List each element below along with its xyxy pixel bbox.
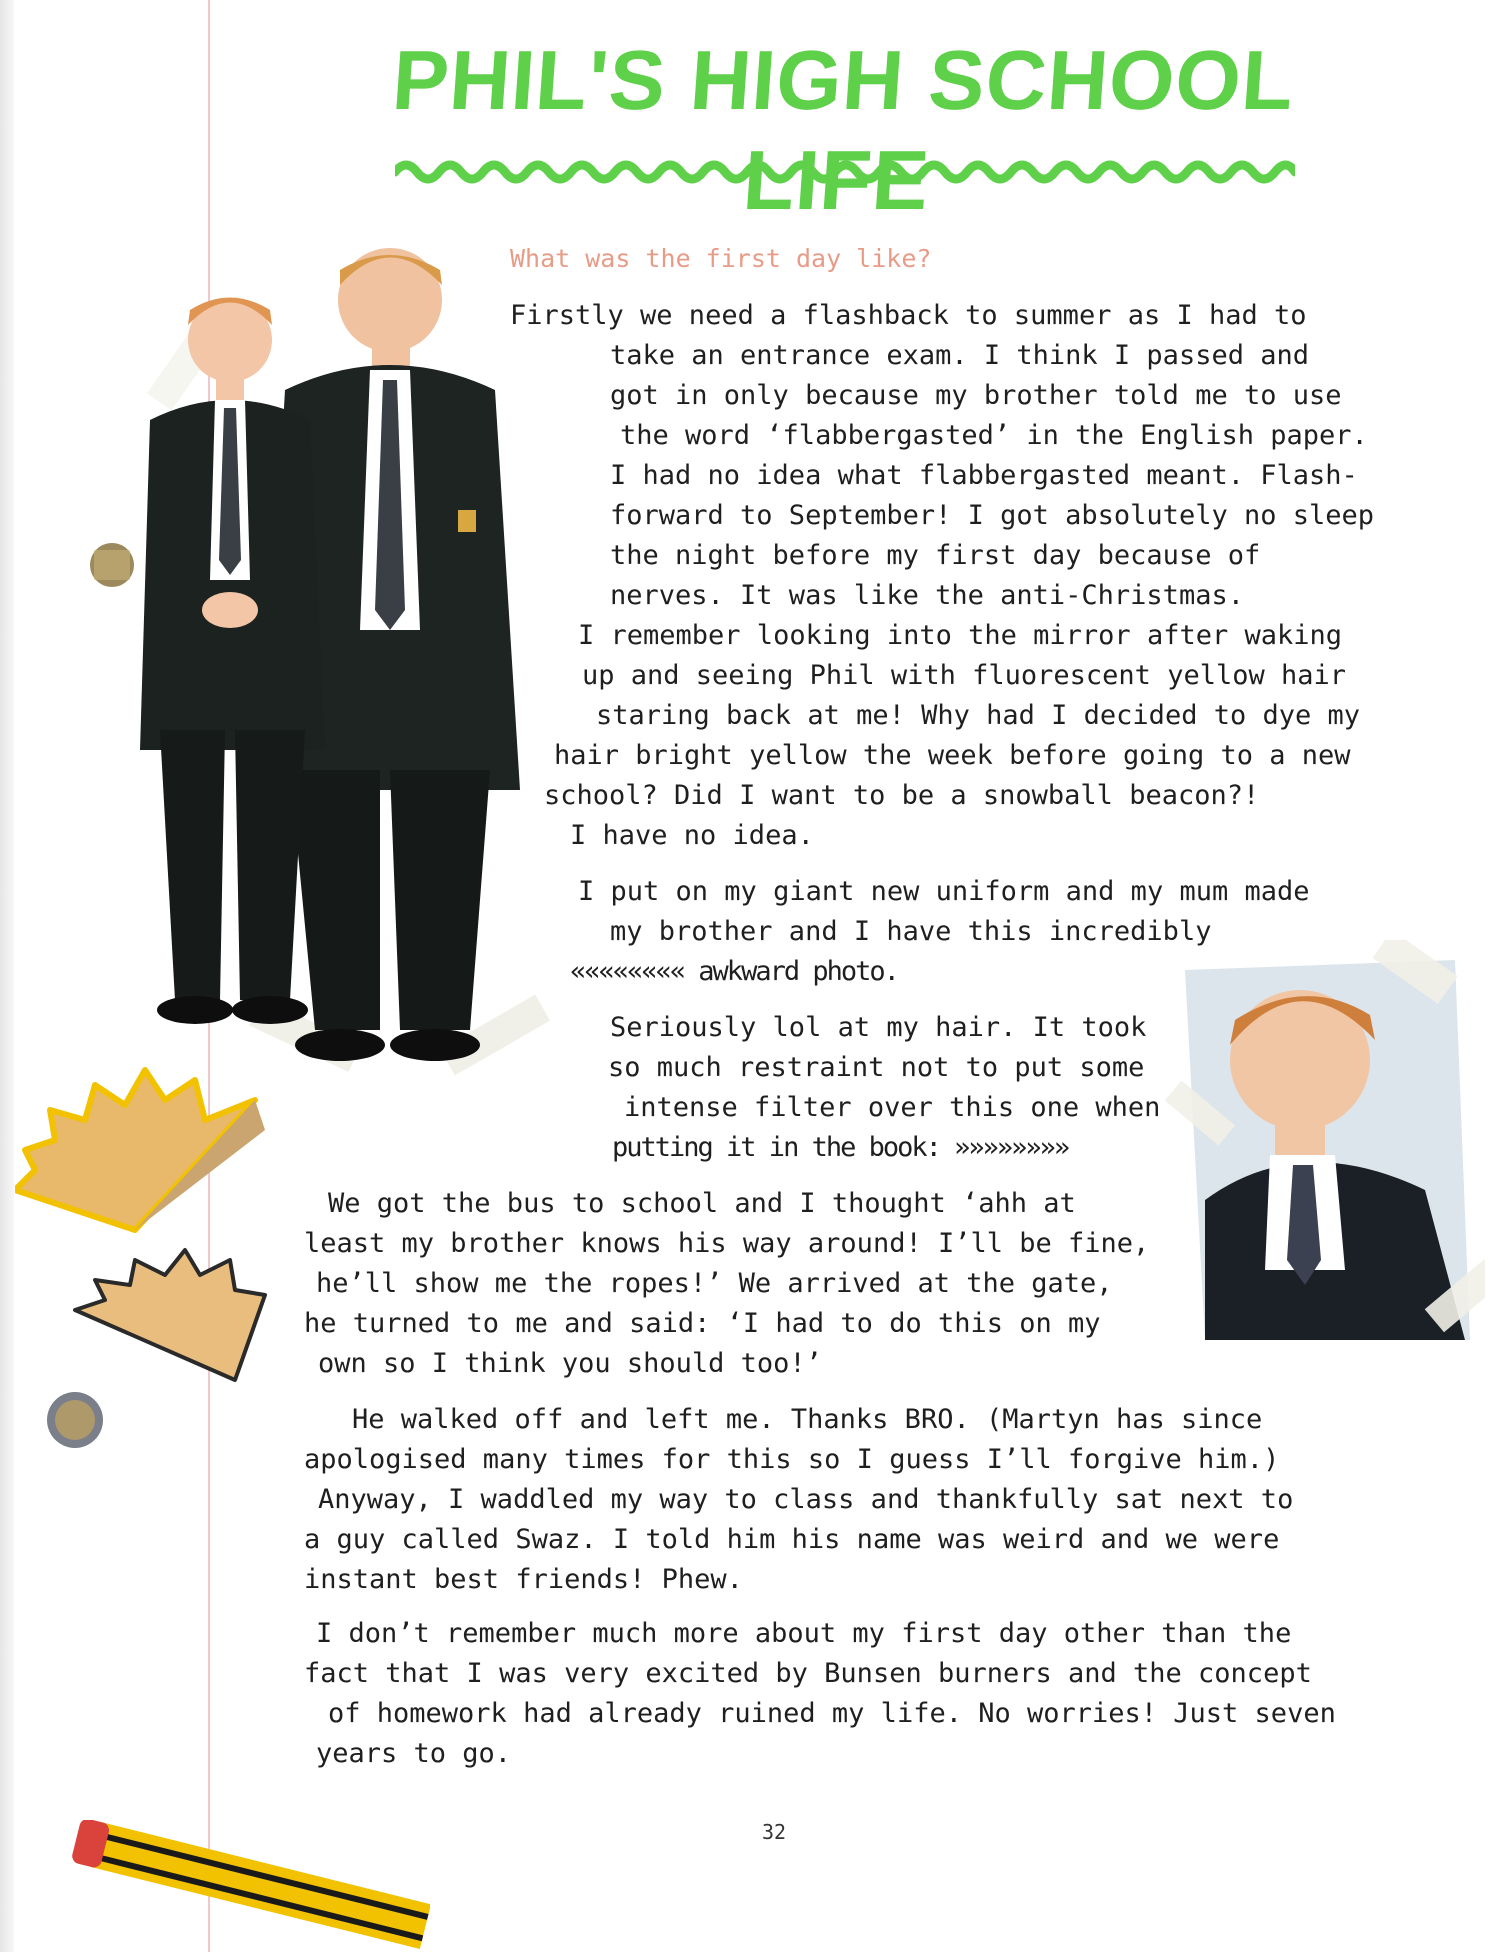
paragraph-bus <box>300 1184 1149 1384</box>
text-line: school? Did I want to be a snowball beacon?! <box>544 780 1260 811</box>
text-line: I remember looking into the mirror after waking <box>578 620 1343 651</box>
text-line: up and seeing Phil with fluorescent yellow hair <box>582 660 1347 691</box>
pencil-icon <box>70 1820 430 1952</box>
text-line: hair bright yellow the week before going to a new <box>554 740 1351 771</box>
paragraph-walked-off <box>300 1400 1293 1600</box>
text-line: he turned to me and said: ‘I had to do this on my <box>304 1308 1101 1339</box>
text-line: my brother and I have this incredibly <box>610 916 1212 947</box>
text-line: a guy called Swaz. I told him his name was weird and we were <box>304 1524 1280 1555</box>
page-edge <box>0 0 14 1952</box>
text-line: He walked off and left me. Thanks BRO. (Martyn has since <box>352 1404 1263 1435</box>
text-line: apologised many times for this so I guess I’ll forgive him.) <box>304 1444 1280 1475</box>
text-line: «««««««« awkward photo. <box>570 956 898 987</box>
text-line: own so I think you should too!’ <box>318 1348 822 1379</box>
brothers-photo <box>90 230 560 1090</box>
school-portrait-photo <box>1165 940 1485 1380</box>
text-line: Anyway, I waddled my way to class and thankfully sat next to <box>318 1484 1294 1515</box>
text-line: putting it in the book: »»»»»»»» <box>612 1132 1069 1163</box>
text-line: I had no idea what flabbergasted meant. Flash- <box>610 460 1358 491</box>
text-line: I put on my giant new uniform and my mum made <box>578 876 1310 907</box>
text-line: I have no idea. <box>570 820 814 851</box>
text-line: of homework had already ruined my life. No worries! Just seven <box>328 1698 1336 1729</box>
page-number: 32 <box>762 1820 787 1844</box>
text-line: the night before my first day because of <box>610 540 1261 571</box>
text-line: staring back at me! Why had I decided to dye my <box>596 700 1361 731</box>
wavy-underline-icon <box>395 150 1295 190</box>
paragraph-uniform <box>570 872 1310 992</box>
paragraph-flashback <box>510 296 1374 856</box>
text-line: take an entrance exam. I think I passed and <box>610 340 1309 371</box>
paragraph-hair <box>610 1008 1160 1168</box>
text-line: nerves. It was like the anti-Christmas. <box>610 580 1244 611</box>
text-line: Firstly we need a flashback to summer as I had to <box>510 300 1307 331</box>
text-line: fact that I was very excited by Bunsen burners and the concept <box>304 1658 1312 1689</box>
text-line: so much restraint not to put some <box>608 1052 1145 1083</box>
text-line: intense filter over this one when <box>624 1092 1161 1123</box>
text-line: got in only because my brother told me to use <box>610 380 1342 411</box>
page-title: PHIL'S HIGH SCHOOL LIFE <box>389 33 1298 227</box>
section-question: What was the first day like? <box>510 244 932 273</box>
text-line: forward to September! I got absolutely no sleep <box>610 500 1375 531</box>
text-line: the word ‘flabbergasted’ in the English paper. <box>620 420 1368 451</box>
text-line: years to go. <box>316 1738 512 1769</box>
text-line: least my brother knows his way around! I’ll be fine, <box>304 1228 1150 1259</box>
text-line: he’ll show me the ropes!’ We arrived at the gate, <box>316 1268 1113 1299</box>
text-line: instant best friends! Phew. <box>304 1564 743 1595</box>
text-line: Seriously lol at my hair. It took <box>610 1012 1147 1043</box>
text-line: We got the bus to school and I thought ‘ahh at <box>328 1188 1076 1219</box>
pencil-shavings-icon <box>15 1050 295 1480</box>
paragraph-first-day <box>300 1614 1336 1774</box>
text-line: I don’t remember much more about my first day other than the <box>316 1618 1292 1649</box>
